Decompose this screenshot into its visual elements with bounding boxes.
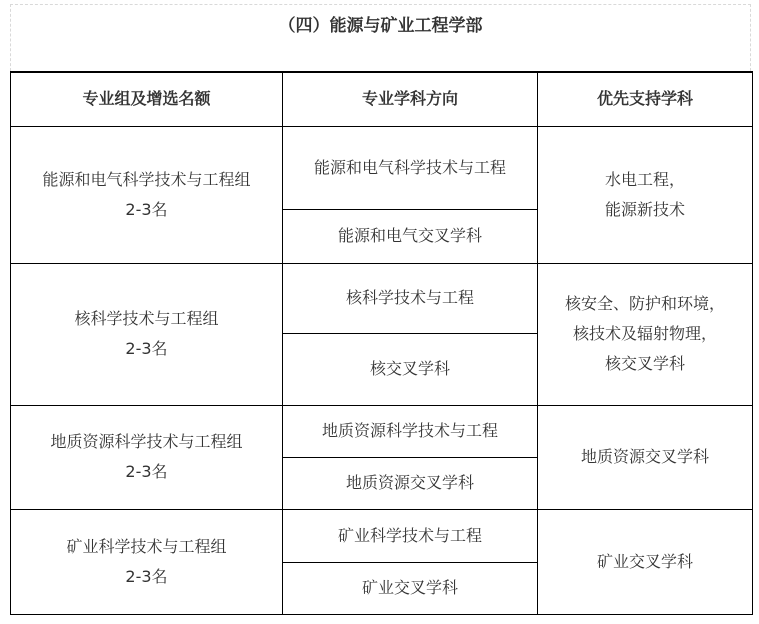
group-cell: [11, 126, 283, 263]
priority-line: 水电工程，: [604, 169, 685, 189]
table-row: [11, 509, 753, 562]
priority-line: 核交叉学科: [604, 354, 685, 373]
group-cell: [11, 405, 283, 509]
group-quota: 2-3名: [125, 339, 168, 358]
priority-line: 地质资源交叉学科: [580, 447, 709, 466]
header-priority: 优先支持学科: [538, 72, 753, 126]
title-box: [10, 4, 751, 71]
priority-line: 核技术及辐射物理，: [572, 324, 717, 343]
priority-cell: [538, 263, 753, 405]
group-cell: [11, 509, 283, 614]
group-cell: [11, 263, 283, 405]
direction-cell: 矿业科学技术与工程: [283, 509, 538, 562]
priority-cell: [538, 405, 753, 509]
page-title: （四）能源与矿业工程学部: [278, 16, 483, 36]
direction-cell: 能源和电气交叉学科: [283, 209, 538, 263]
discipline-table: [10, 71, 753, 615]
direction-cell: 矿业交叉学科: [283, 562, 538, 614]
priority-line: 矿业交叉学科: [596, 551, 693, 571]
group-name: 矿业科学技术与工程组: [66, 536, 227, 556]
priority-line: 能源新技术: [604, 199, 685, 219]
group-quota: 2-3名: [125, 462, 168, 481]
priority-cell: [538, 509, 753, 614]
group-quota: 2-3名: [125, 566, 168, 586]
direction-cell: 核交叉学科: [283, 333, 538, 405]
table-row: [11, 405, 753, 457]
header-group-quota: 专业组及增选名额: [11, 72, 283, 126]
group-name: 地质资源科学技术与工程组: [50, 432, 243, 451]
group-quota: 2-3名: [125, 199, 168, 219]
direction-cell: 核科学技术与工程: [283, 263, 538, 333]
priority-line: 核安全、防护和环境，: [564, 294, 725, 313]
header-direction: 专业学科方向: [283, 72, 538, 126]
group-name: 核科学技术与工程组: [74, 309, 219, 328]
table-row: [11, 263, 753, 333]
direction-cell: 地质资源交叉学科: [283, 457, 538, 509]
group-name: 能源和电气科学技术与工程组: [42, 169, 251, 189]
table-header-row: [11, 72, 753, 126]
direction-cell: 地质资源科学技术与工程: [283, 405, 538, 457]
priority-cell: [538, 126, 753, 263]
direction-cell: 能源和电气科学技术与工程: [283, 126, 538, 209]
table-row: [11, 126, 753, 209]
